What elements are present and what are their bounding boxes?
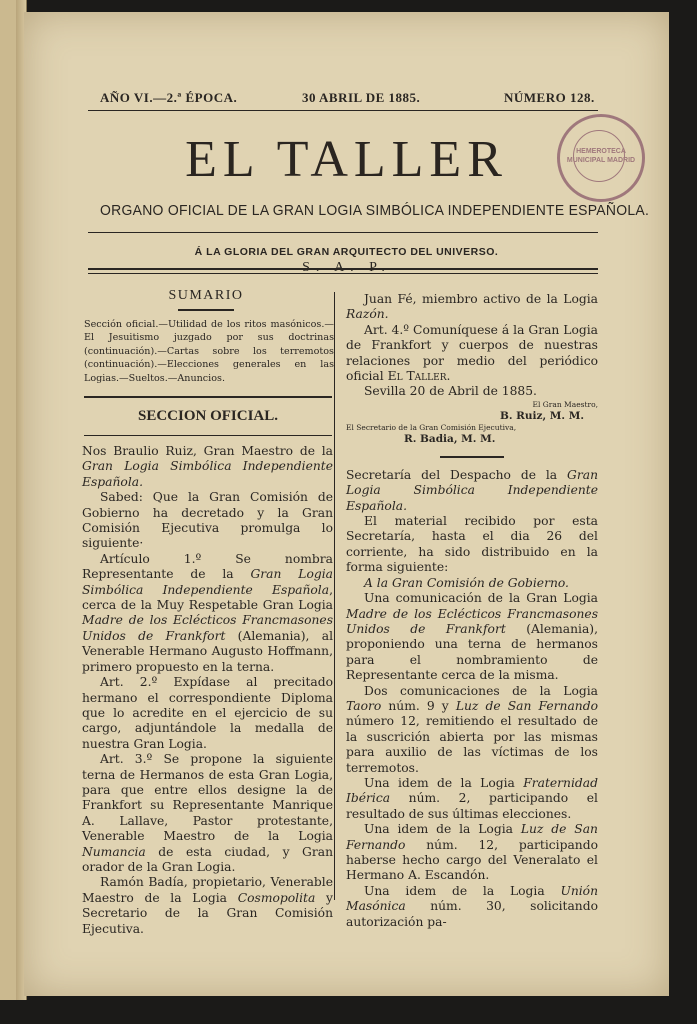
header-rule	[88, 110, 598, 111]
art1-frankfort: Madre de los Eclécticos Francmasones Unidos de Frankfort	[82, 613, 333, 643]
art1-text-c: , cerca de la Muy Respetable Gran Logia	[82, 582, 333, 613]
signature-1-role: El Gran Maestro,	[532, 399, 598, 409]
column-divider	[334, 292, 335, 900]
fraternidad-text-a: Una idem de la Logia	[364, 775, 524, 790]
taoro-text-c: núm. 9 y	[381, 698, 456, 713]
issue-date: 30 ABRIL DE 1885.	[302, 90, 421, 105]
badia-lodge: Cosmopolita	[237, 890, 316, 905]
decree-intro	[82, 444, 333, 490]
decree-preamble: Sabed: Que la Gran Comisión de Gobierno ha decretado y la Gran Comisión Ejecutiva promulga lo siguiente·	[82, 490, 333, 551]
item-taoro	[346, 684, 598, 776]
right-column-text	[346, 292, 598, 930]
stamp-text: HEMEROTECA MUNICIPAL MADRID	[566, 148, 636, 164]
decree-intro-lodge: Gran Logia Simbólica Independiente Española.	[82, 459, 333, 489]
section-rule	[84, 435, 332, 436]
frankfort-text-c: (Alemania), proponiendo una terna de hermanos para el nombramiento de Representante cerca de la misma.	[346, 621, 598, 683]
to-commission	[346, 576, 598, 591]
dedication: Á LA GLORIA DEL GRAN ARQUITECTO DEL UNIVERSO.	[194, 246, 499, 258]
item-fraternidad	[346, 776, 598, 822]
epoch-label: AÑO VI.—2.ª ÉPOCA.	[100, 90, 238, 105]
taoro-lodge: Taoro	[346, 698, 382, 713]
art4-paper: El Taller.	[387, 369, 451, 384]
art3-lodge: Numancia	[82, 844, 146, 859]
item-union	[346, 884, 598, 930]
top-double-rule	[88, 268, 598, 270]
union-text-c: núm. 30, solicitando autorización pa-	[346, 899, 598, 929]
signature-2-name: R. Badia, M. M.	[404, 432, 496, 445]
article-4	[346, 323, 598, 385]
badia-text-c: y Secretario de la Gran Comisión Ejecutiva.	[82, 890, 333, 936]
secretariat-text: Secretaría del Despacho de la	[346, 467, 568, 482]
masthead-title: EL TALLER	[185, 131, 508, 188]
subtitle-rule	[88, 232, 598, 233]
article-1	[82, 552, 333, 675]
article-2: Art. 2.º Expídase al precitado hermano el correspondiente Diploma que lo acredite en el ejercicio de su cargo, adjuntándole la medalla de nuestra Gran Logia.	[82, 675, 333, 751]
art1-text-a: Artículo 1.º Se nombra Representante de la	[82, 551, 333, 582]
art4-text: Art. 4.º Comuníquese á la Gran Logia de Frankfort y cuerpos de nuestras relaciones por medio del periódico oficial	[346, 322, 598, 384]
art3-text-a: Art. 3.º Se propone la siguiente terna de Hermanos de esta Gran Logia, para que entre ellos designe la de Frankfort su Representante Manrique A. Lallave, Pastor protestante, Venerable Maestro de la Logia	[82, 752, 333, 844]
frankfort-lodge: Madre de los Eclécticos Francmasones Unidos de Frankfort	[346, 606, 598, 636]
badia-text-a: Ramón Badía, propietario, Venerable Maestro de la Logia	[82, 875, 333, 905]
to-commission-text: A la Gran Comisión de Gobierno.	[364, 575, 569, 590]
art3-text-c: de esta ciudad, y Gran orador de la Gran Logia.	[82, 844, 333, 874]
article-3	[82, 752, 333, 875]
union-text-a: Una idem de la Logia	[364, 883, 561, 898]
sumario-text	[84, 318, 334, 385]
art1-lodge: Gran Logia Simbólica Independiente Española	[82, 567, 333, 597]
nominee-fe	[346, 292, 598, 323]
sumario-title: SUMARIO	[168, 288, 244, 303]
fe-lodge: Razón.	[346, 307, 389, 322]
luz-lodge-2: Luz de San Fernando	[346, 822, 598, 852]
fraternidad-lodge: Fraternidad Ibérica	[346, 775, 598, 806]
nominee-badia	[82, 875, 333, 937]
taoro-text-a: Dos comunicaciones de la Logia	[364, 683, 598, 698]
fraternidad-text-c: núm. 2, participando el resultado de sus últimas elecciones.	[346, 791, 598, 821]
sumario-rule	[84, 396, 332, 398]
fe-text: Juan Fé, miembro activo de la Logia	[364, 292, 598, 306]
top-double-rule-thin	[88, 273, 598, 274]
library-stamp	[557, 114, 645, 202]
masthead-subtitle: ORGANO OFICIAL DE LA GRAN LOGIA SIMBÓLICA INDEPENDIENTE ESPAÑOLA.	[100, 202, 650, 219]
luz-lodge: Luz de San Fernando	[455, 698, 598, 713]
secretariat-heading	[346, 468, 598, 514]
newspaper-page	[24, 12, 669, 996]
taoro-text-e: número 12, remitiendo el resultado de la suscrición abierta por las mismas para auxilio de las víctimas de los terremotos.	[346, 714, 598, 775]
section-title: SECCION OFICIAL.	[137, 408, 279, 424]
signature-2-role: El Secretario de la Gran Comisión Ejecutiva,	[346, 422, 517, 432]
secretariat-lodge: Gran Logia Simbólica Independiente Española.	[346, 467, 598, 513]
signature-1-name: B. Ruiz, M. M.	[499, 409, 584, 422]
frankfort-text-a: Una comunicación de la Gran Logia	[364, 591, 598, 606]
luz-text-a: Una idem de la Logia	[364, 822, 521, 837]
left-column-text	[82, 444, 333, 937]
issue-number: NÚMERO 128.	[504, 90, 595, 105]
luz-text-c: núm. 12, participando haberse hecho cargo del Veneralato el Hermano A. Escandón.	[346, 837, 598, 883]
signature-rule	[440, 456, 504, 458]
art1-text-e: (Alemania), al Venerable Hermano Augusto Hoffmann, primero propuesto en la terna.	[82, 628, 334, 674]
sumario-body: Sección oficial.—Utilidad de los ritos masónicos.—El Jesuitismo juzgado por sus doctrinas (continuación).—Cartas sobre los terremotos (continuación).—Elecciones generales en las Logias.—Sueltos.—Anuncios.	[84, 319, 334, 384]
item-frankfort	[346, 591, 598, 683]
decree-place-date: Sevilla 20 de Abril de 1885.	[364, 384, 537, 399]
union-lodge: Unión Masónica	[346, 883, 598, 914]
decree-intro-text: Nos Braulio Ruiz, Gran Maestro de la	[82, 444, 333, 458]
item-luz	[346, 822, 598, 884]
material-received: El material recibido por esta Secretaría, hasta el dia 26 del corriente, ha sido distribuido en la forma siguiente:	[346, 514, 598, 575]
sumario-underline	[178, 309, 234, 311]
